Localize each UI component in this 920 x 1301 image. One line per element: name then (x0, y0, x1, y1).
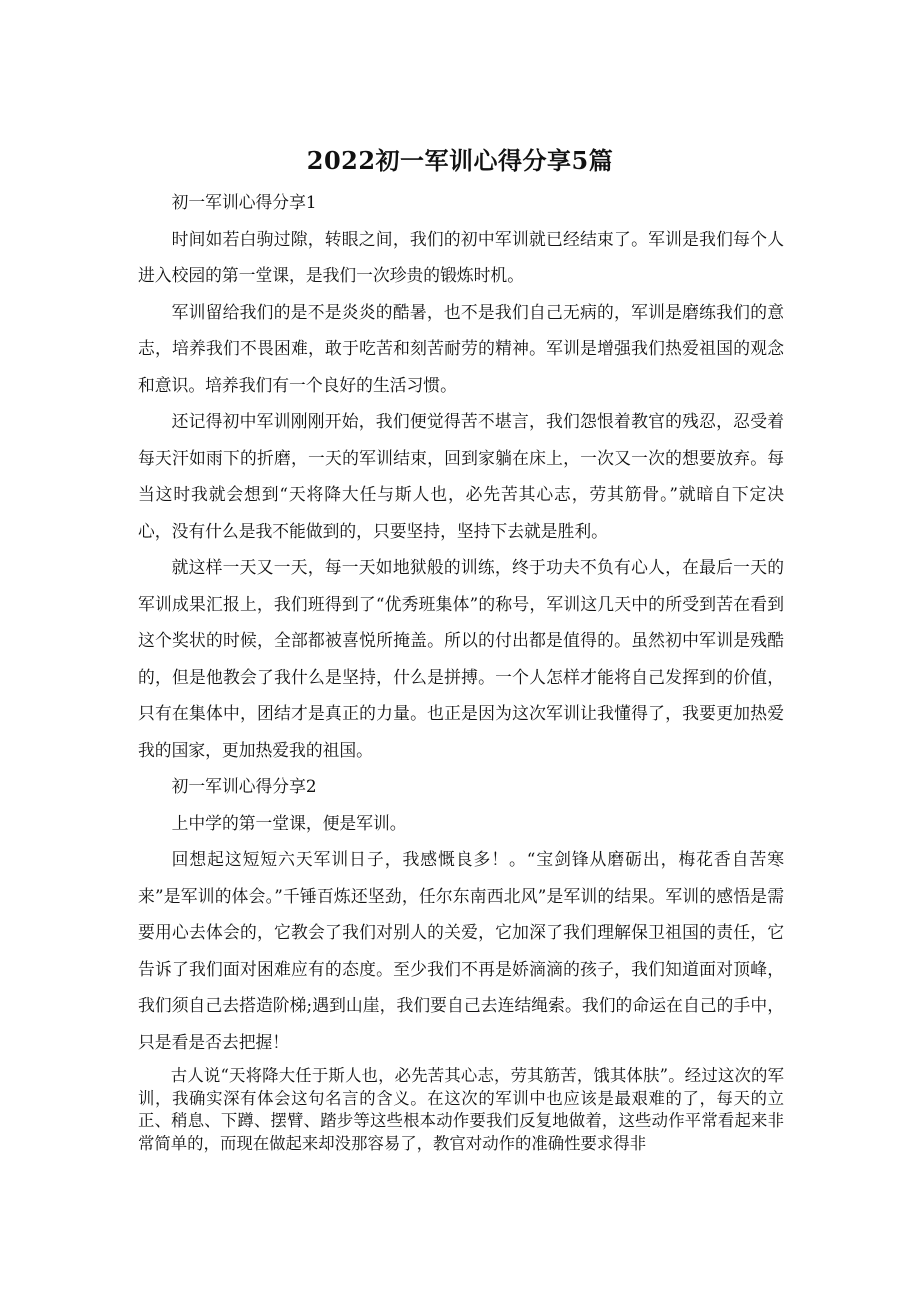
document-tail (138, 1065, 784, 1155)
paragraph: 回想起这短短六天军训日子，我感慨良多！。“宝剑锋从磨砺出，梅花香自苦寒来”是军训的体会。”千锤百炼还坚劲，任尔东南西北风”是军训的结果。军训的感悟是需要用心去体会的，它教会了我们对别人的关爱，它加深了我们理解保卫祖国的责任，它告诉了我们面对困难应有的态度。至少我们不再是娇滴滴的孩子，我们知道面对顶峰，我们须自己去搭造阶梯;遇到山崖，我们要自己去连结绳索。我们的命运在自己的手中，只是看是否去把握！ (138, 849, 784, 1052)
paragraph: 上中学的第一堂课，便是军训。 (171, 812, 407, 833)
paragraph: 时间如若白驹过隙，转眼之间，我们的初中军训就已经结束了。军训是我们每个人进入校园的第一堂课，是我们一次珍贵的锻炼时机。 (138, 228, 784, 285)
document-title: 2022初一军训心得分享5篇 (306, 146, 614, 175)
document-body (138, 184, 784, 1060)
section-heading: 初一军训心得分享2 (171, 776, 317, 796)
section-heading: 初一军训心得分享1 (171, 192, 317, 212)
paragraph: 还记得初中军训刚刚开始，我们便觉得苦不堪言，我们怨恨着教官的残忍，忍受着每天汗如雨下的折磨，一天的军训结束，回到家躺在床上，一次又一次的想要放弃。每当这时我就会想到“天将降大任与斯人也，必先苦其心志，劳其筋骨。”就暗自下定决心，没有什么是我不能做到的，只要坚持，坚持下去就是胜利。 (138, 411, 784, 541)
paragraph: 军训留给我们的是不是炎炎的酷暑，也不是我们自己无病的，军训是磨练我们的意志，培养我们不畏困难，敢于吃苦和刻苦耐劳的精神。军训是增强我们热爱祖国的观念和意识。培养我们有一个良好的生活习惯。 (138, 301, 784, 395)
paragraph: 就这样一天又一天，每一天如地狱般的训练，终于功夫不负有心人，在最后一天的军训成果汇报上，我们班得到了“优秀班集体”的称号，军训这几天中的所受到苦在看到这个奖状的时候，全部都被喜悦所掩盖。所以的付出都是值得的。虽然初中军训是残酷的，但是他教会了我什么是坚持，什么是拼搏。一个人怎样才能将自己发挥到的价值，只有在集体中，团结才是真正的力量。也正是因为这次军训让我懂得了，我要更加热爱我的国家，更加热爱我的祖国。 (138, 557, 784, 760)
paragraph: 古人说“天将降大任于斯人也，必先苦其心志，劳其筋苦，饿其体肤”。经过这次的军训，我确实深有体会这句名言的含义。在这次的军训中也应该是最艰难的了，每天的立正、稍息、下蹲、摆臂、踏步等这些根本动作要我们反复地做着，这些动作平常看起来非常简单的，而现在做起来却没那容易了，教官对动作的准确性要求得非 (138, 1066, 784, 1153)
